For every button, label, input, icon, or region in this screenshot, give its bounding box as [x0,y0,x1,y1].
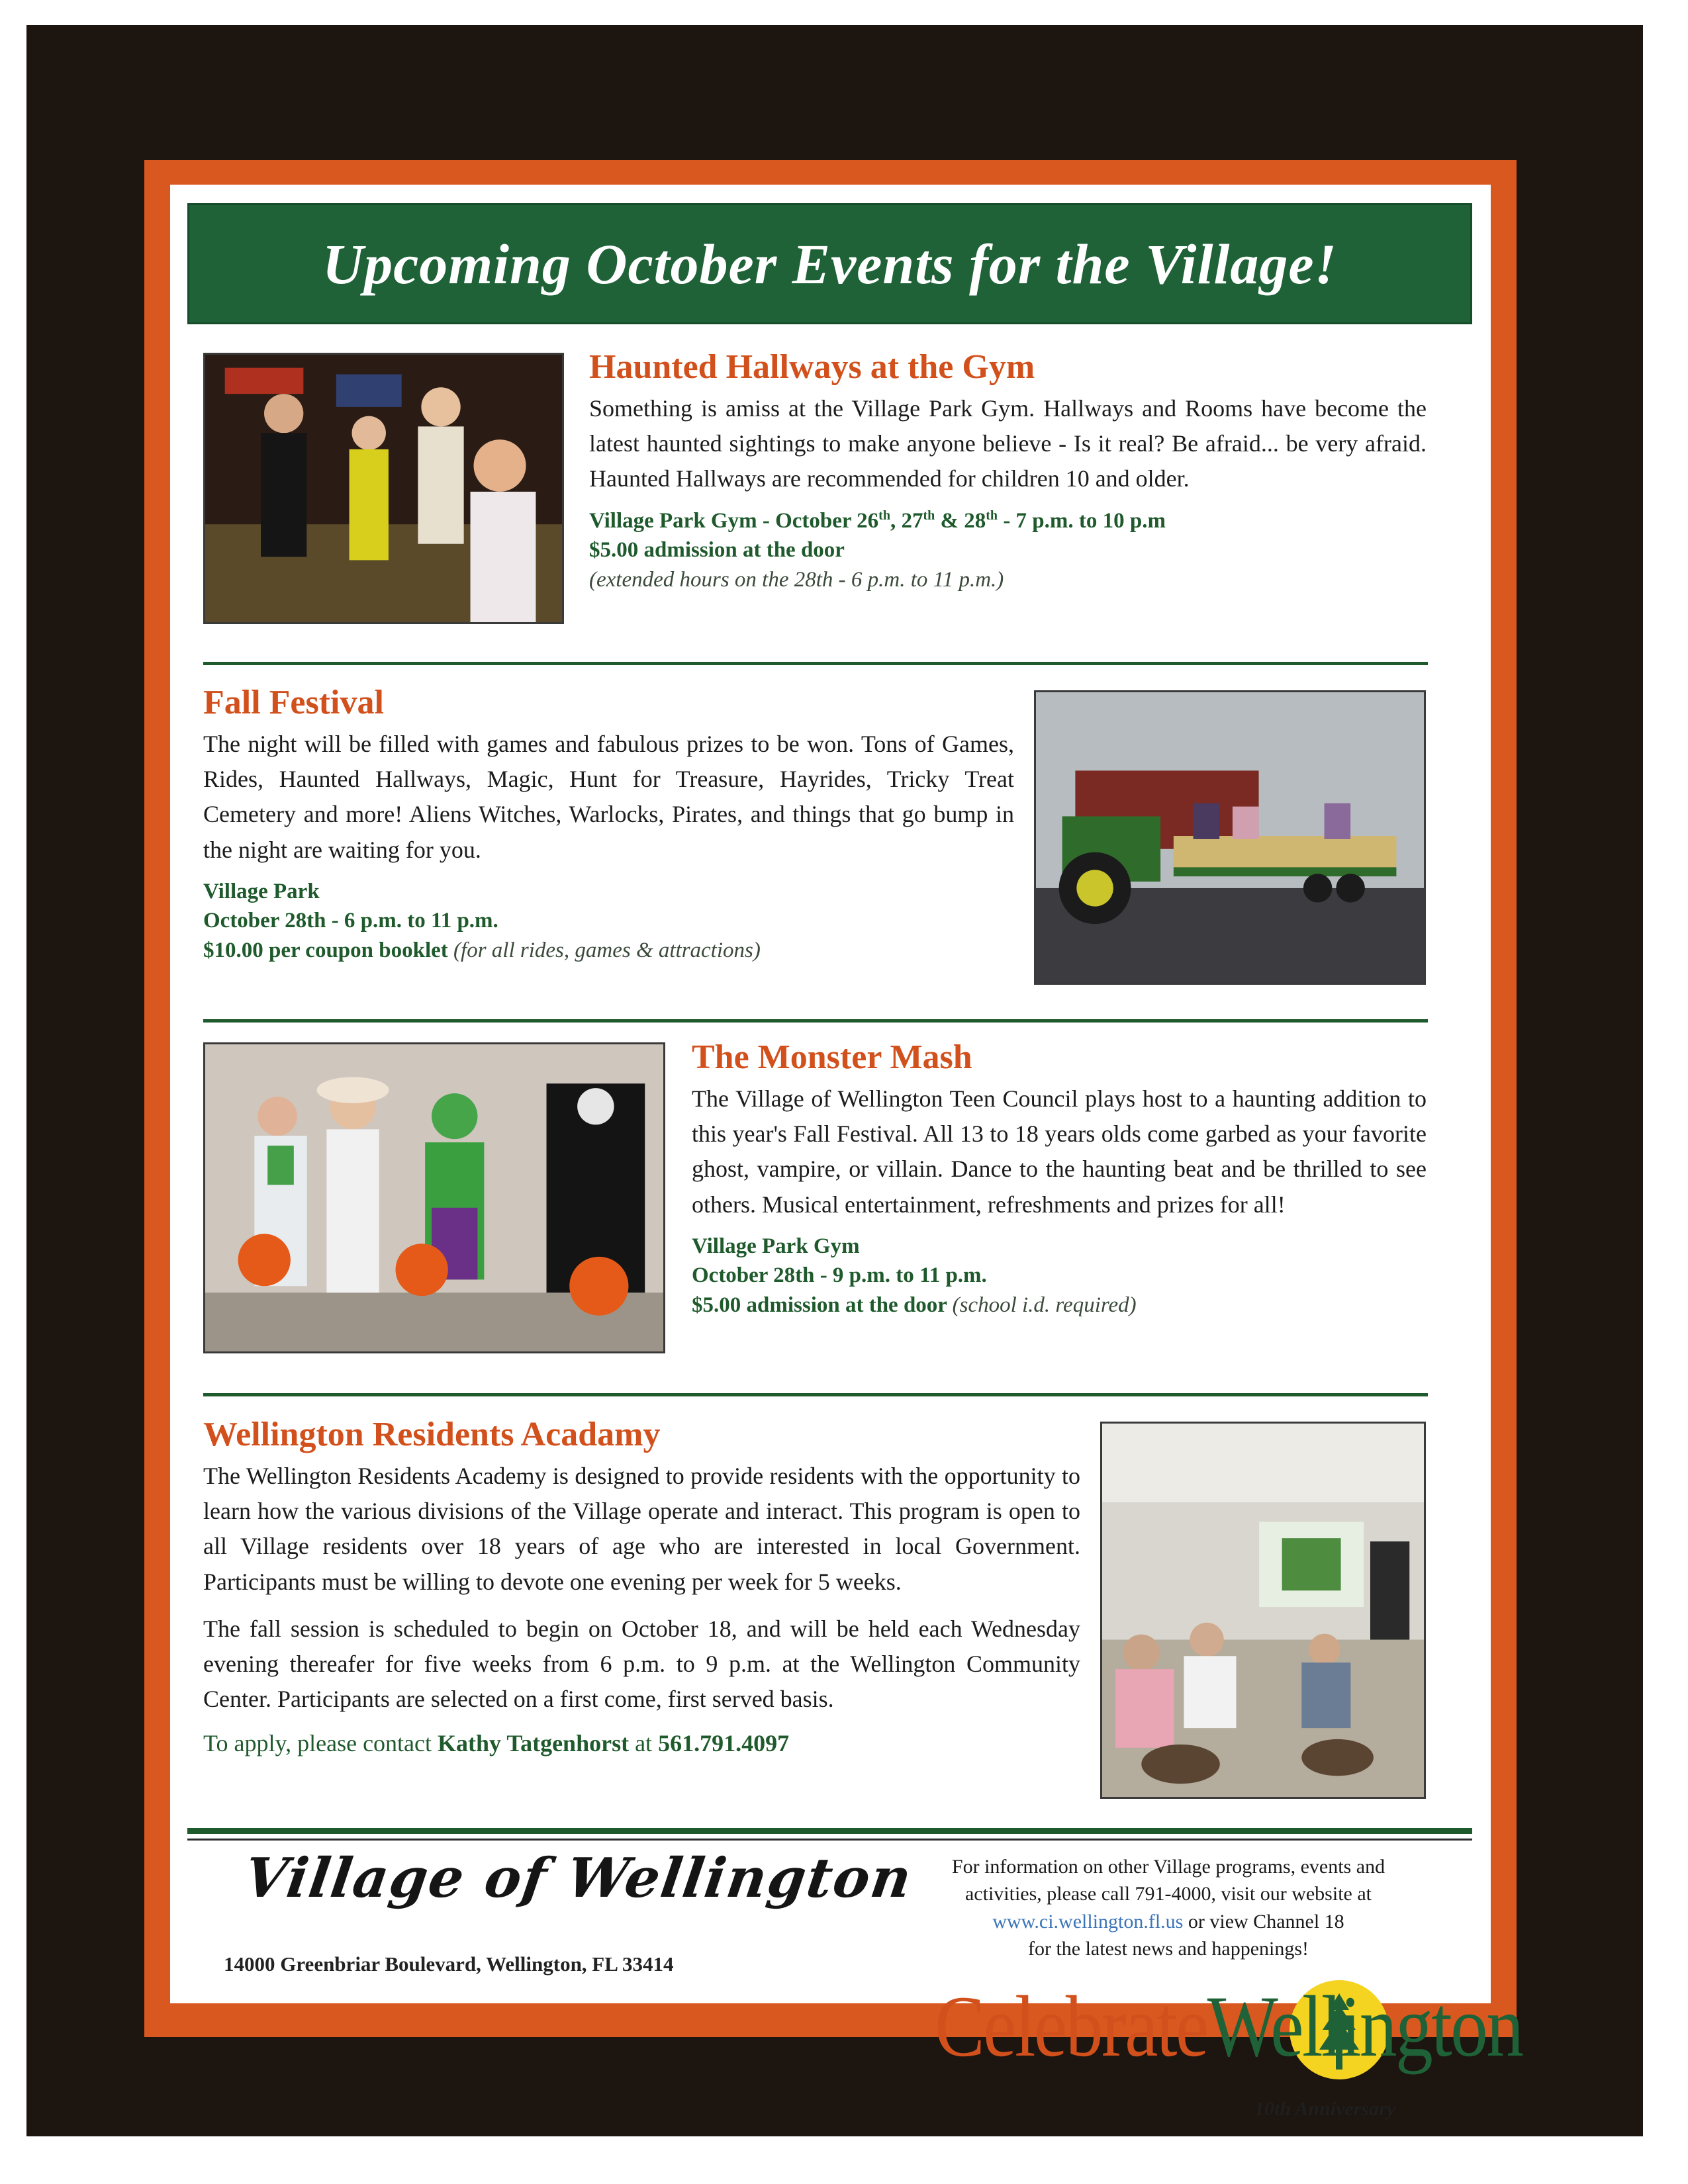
event-admission: $5.00 admission at the door (school i.d. required) [692,1293,1137,1317]
event-title: The Monster Mash [692,1038,972,1076]
event-note: (extended hours on the 28th - 6 p.m. to 11 p.m.) [589,567,1004,592]
anniversary-label: 10th Anniversary [1254,2098,1396,2120]
section-divider [203,1019,1428,1023]
footer-info: For information on other Village programs, events and activities, please call 791-4000, visit our website at www.ci.wellington.fl.us or view Channel 18 for the latest news and happenings! [951,1856,1385,1960]
event-description: The Wellington Residents Academy is designed to provide residents with the opportunity to learn how the various divisions of the Village operate and interact. This program is open to all Village residents over 18 years of age who are interested in local Government. Participants must be willing to devote one evening per week for 5 weeks. [203,1462,1080,1595]
title-banner [187,203,1472,324]
event-description: The night will be filled with games and fabulous prizes to be won. Tons of Games, Rides, Haunted Hallways, Magic, Hunt for Treasure, Hayrides, Tricky Treat Cemetery and more! Aliens Witches, Warlocks, Pirates, and things that go bump in the night are waiting for you. [203,730,1014,863]
event-location: Village Park Gym [692,1234,860,1258]
event-title: Wellington Residents Acadamy [203,1416,661,1453]
event-admission: $10.00 per coupon booklet (for all rides, games & attractions) [203,938,761,962]
page-title: Upcoming October Events for the Village! [322,232,1338,296]
event-details [692,1232,1427,1320]
footer-divider [187,1828,1472,1834]
celebrate-wellington-logo: CelebrateWellington [935,1978,1523,2075]
section-divider [203,662,1428,665]
footer-thin-rule [187,1839,1472,1841]
section-divider [203,1393,1428,1396]
event-description: Something is amiss at the Village Park Gym. Hallways and Rooms have become the latest haunted sightings to make anyone believe - Is it real? Be afraid... be very afraid. Haunted Hallways are recommended for children 10 and older. [589,394,1427,492]
event-date-line: Village Park Gym - October 26th, 27th & 28th - 7 p.m. to 10 p.m [589,508,1166,533]
fall-festival-section [203,683,1014,966]
classroom-presentation-photo [1100,1422,1426,1799]
village-address: 14000 Greenbriar Boulevard, Wellington, FL 33414 [224,1952,674,1976]
event-schedule: The fall session is scheduled to begin on October 18, and will be held each Wednesday evening thereafer for five weeks from 6 p.m. to 9 p.m. at the Wellington Community Center. Participants are selected on a first come, first served basis. [203,1615,1080,1713]
event-note: (for all rides, games & attractions) [453,938,761,962]
monster-mash-section [692,1038,1427,1320]
village-signature-logo: Village of Wellington [240,1846,917,1910]
event-title: Haunted Hallways at the Gym [589,348,1035,386]
event-details [203,877,1014,966]
residents-academy-section [203,1415,1080,1757]
event-date-line: October 28th - 6 p.m. to 11 p.m. [203,909,498,933]
contact-phone: 561.791.4097 [658,1729,790,1756]
event-description: The Village of Wellington Teen Council plays host to a haunting addition to this year's Fall Festival. All 13 to 18 years olds come garbed as your favorite ghost, vampire, or villain. Dance to the haunting beat and be thrilled to see others. Musical entertainment, refreshments and prizes for all! [692,1085,1427,1218]
contact-name: Kathy Tatgenhorst [438,1729,630,1756]
haunted-hallways-section [589,347,1427,594]
event-note: (school i.d. required) [952,1293,1137,1317]
event-admission: $5.00 admission at the door [589,538,845,563]
event-title: Fall Festival [203,684,384,721]
website-link[interactable]: www.ci.wellington.fl.us [992,1910,1184,1933]
event-details [589,506,1427,595]
contact-line: To apply, please contact Kathy Tatgenhorst at 561.791.4097 [203,1729,790,1756]
tractor-hayride-photo [1034,690,1426,985]
kids-trick-or-treat-photo [203,1042,665,1353]
event-date-line: October 28th - 9 p.m. to 11 p.m. [692,1263,987,1288]
event-location: Village Park [203,879,320,903]
children-in-costumes-photo [203,353,564,624]
